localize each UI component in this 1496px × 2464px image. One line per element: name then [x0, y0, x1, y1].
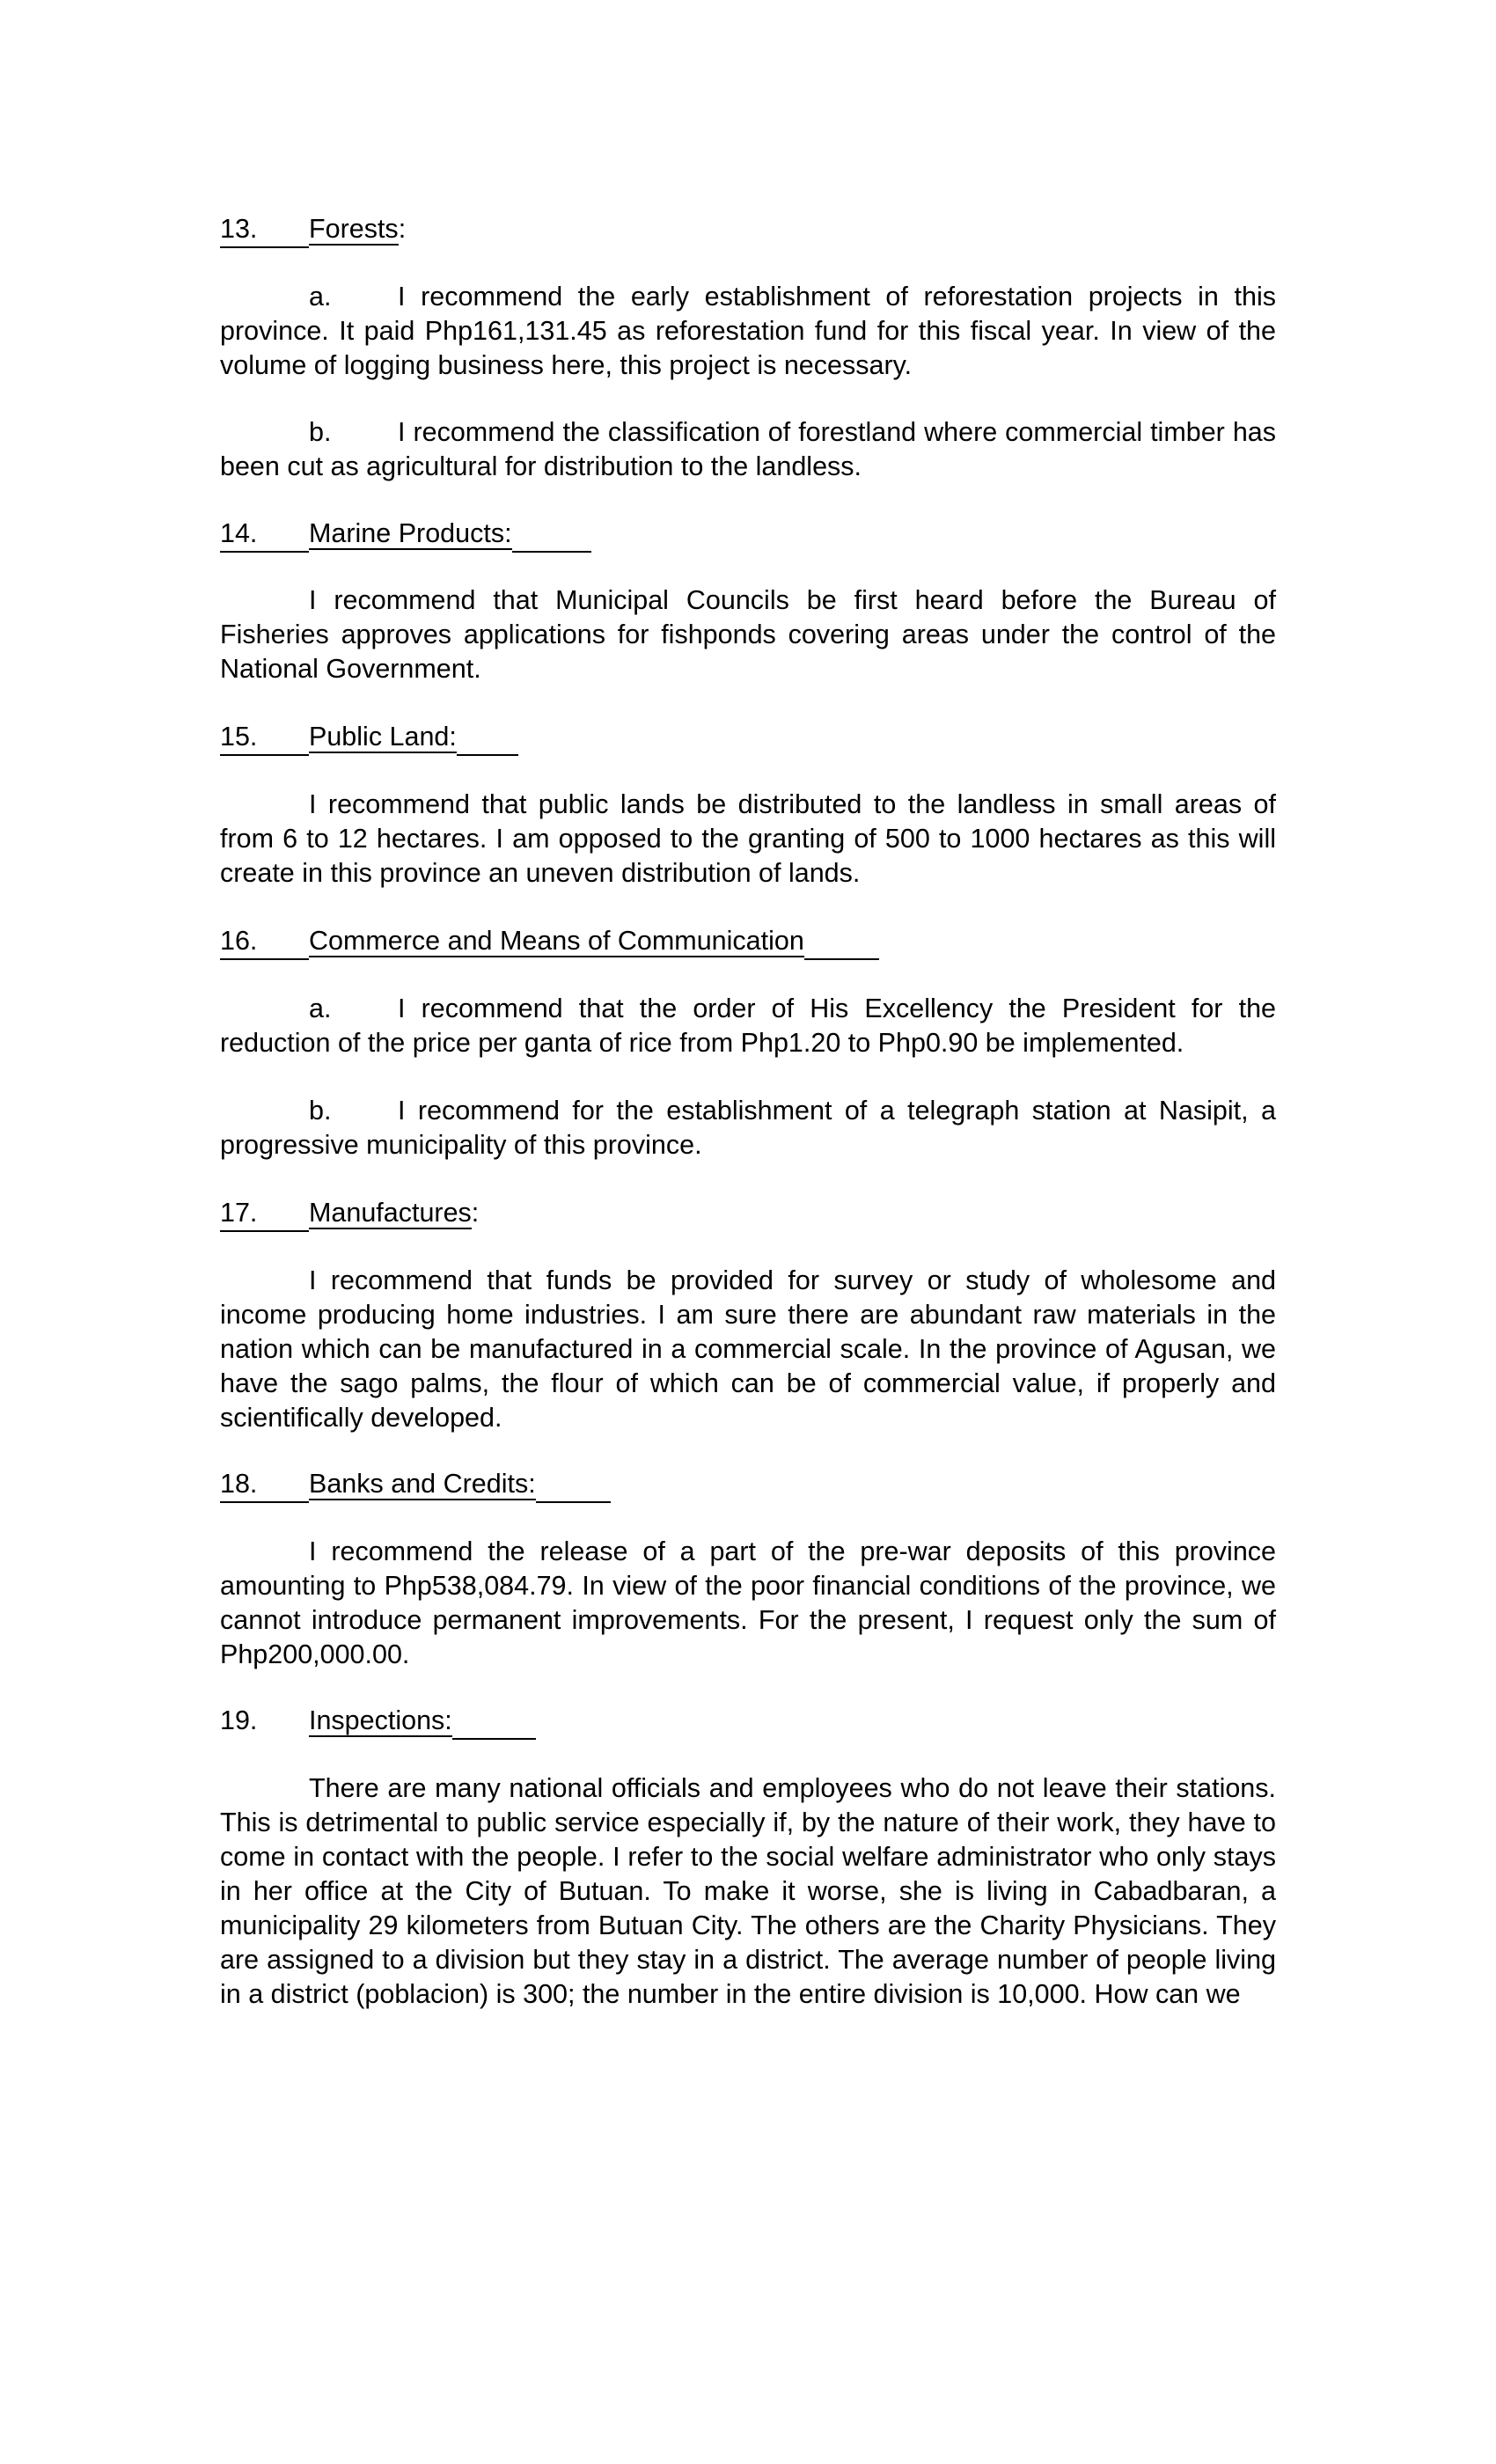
section-number: 14. — [220, 517, 309, 553]
paragraph-marine-products — [220, 583, 1276, 686]
section-title: Manufactures — [309, 1198, 472, 1228]
paragraph-text: I recommend that funds be provided for survey or study of wholesome and income producing home industries. I am sure there are abundant raw materials in the nation which can be manufactured in a commercial scale. In the province of Agusan, we have the sago palms, the flour of which can be of commercial value, if properly and scientifically developed. — [220, 1265, 1276, 1433]
paragraph-forests-b — [220, 415, 1276, 484]
section-colon: : — [471, 1198, 480, 1228]
section-title: Inspections: — [309, 1705, 452, 1735]
paragraph-banks-credits — [220, 1535, 1276, 1672]
section-number: 19. — [220, 1705, 258, 1735]
section-number: 18. — [220, 1467, 309, 1503]
paragraph-marker: a. — [309, 282, 332, 312]
paragraph-text: I recommend that the order of His Excellency the President for the reduction of the price per ganta of rice from Php1.20 to Php0.90 be implemented. — [220, 994, 1276, 1058]
paragraph-commerce-a — [220, 992, 1276, 1060]
paragraph-forests-a — [220, 280, 1276, 383]
section-title: Commerce and Means of Communication — [309, 926, 804, 956]
paragraph-text: I recommend that public lands be distributed to the landless in small areas of from 6 to 12 hectares. I am opposed to the granting of 500 to 1000 hectares as this will create in this province an uneven distribution of lands. — [220, 789, 1276, 888]
section-heading-public-land — [220, 720, 1276, 754]
paragraph-public-land — [220, 788, 1276, 891]
paragraph-marker: b. — [309, 1096, 332, 1126]
section-heading-banks-credits — [220, 1467, 1276, 1501]
paragraph-text: I recommend the classification of forestland where commercial timber has been cut as agricultural for distribution to the landless. — [220, 417, 1276, 481]
section-number: 16. — [220, 924, 309, 960]
section-colon: : — [398, 214, 407, 244]
section-title: Forests — [309, 214, 399, 244]
section-number: 17. — [220, 1196, 309, 1232]
section-title: Marine Products: — [309, 518, 512, 548]
paragraph-text: I recommend the release of a part of the pre-war deposits of this province amounting to Php538,084.79. In view of the poor financial conditions of the province, we cannot introduce permanent improvements. For the present, I request only the sum of Php200,000.00. — [220, 1536, 1276, 1669]
section-heading-marine-products — [220, 517, 1276, 551]
paragraph-text: I recommend that Municipal Councils be first heard before the Bureau of Fisheries approves applications for fishponds covering areas under the control of the National Government. — [220, 585, 1276, 684]
paragraph-marker: b. — [309, 417, 332, 447]
section-title: Public Land: — [309, 722, 457, 752]
paragraph-manufactures — [220, 1264, 1276, 1435]
section-heading-commerce — [220, 924, 1276, 958]
paragraph-marker: a. — [309, 994, 332, 1023]
paragraph-commerce-b — [220, 1094, 1276, 1162]
paragraph-text: There are many national officials and employees who do not leave their stations. This is detrimental to public service especially if, by the nature of their work, they have to come in contact with the people. I refer to the social welfare administrator who only stays in her office at the City of Butuan. To make it worse, she is living in Cabadbaran, a municipality 29 kilometers from Butuan City. The others are the Charity Physicians. They are assigned to a division but they stay in a district. The average number of people living in a district (poblacion) is 300; the number in the entire division is 10,000. How can we — [220, 1773, 1276, 2009]
paragraph-text: I recommend for the establishment of a telegraph station at Nasipit, a progressive municipality of this province. — [220, 1096, 1276, 1160]
section-heading-inspections — [220, 1704, 1276, 1738]
section-heading-forests — [220, 212, 1276, 246]
section-number: 15. — [220, 720, 309, 756]
section-number: 13. — [220, 212, 309, 248]
paragraph-text: I recommend the early establishment of reforestation projects in this province. It paid Php161,131.45 as reforestation fund for this fiscal year. In view of the volume of logging business here, this project is necessary. — [220, 282, 1276, 380]
section-heading-manufactures — [220, 1196, 1276, 1230]
paragraph-inspections — [220, 1771, 1276, 2012]
section-title: Banks and Credits: — [309, 1469, 536, 1499]
